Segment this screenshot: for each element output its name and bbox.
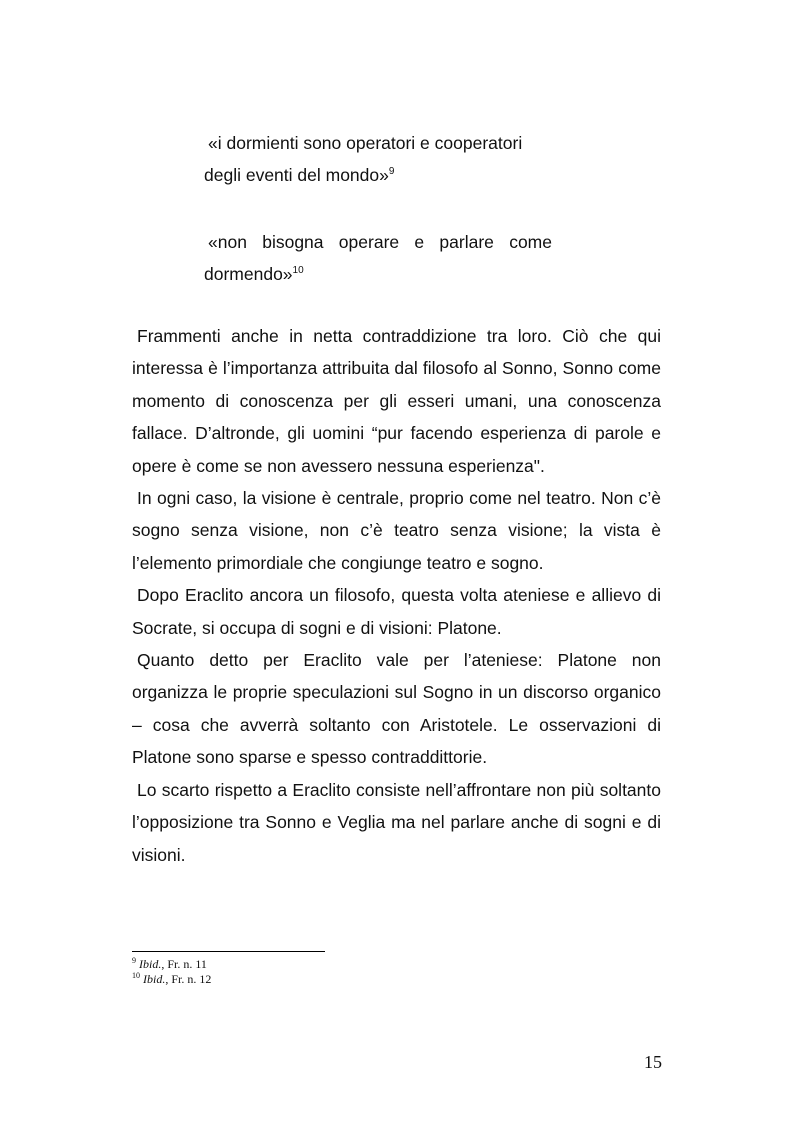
footnote-text: , Fr. n. 11 [161, 957, 207, 971]
quote-2-line-2 [204, 258, 552, 290]
paragraph: Frammenti anche in netta contraddizione tra loro. Ciò che qui interessa è l’importanza attribuita dal filosofo al Sonno, Sonno come momento di conoscenza per gli esseri umani, una conoscenza fallace. D’altronde, gli uomini “pur facendo esperienza di parole e opere è come se non avessero nessuna esperienza". [132, 326, 661, 476]
footnote-ref-10: 10 [292, 265, 304, 277]
quote-block-1 [204, 127, 552, 191]
footnotes [132, 957, 211, 987]
footnote-number: 10 [132, 971, 140, 980]
quote-1-line-2 [204, 159, 552, 191]
paragraph: Dopo Eraclito ancora un filosofo, questa volta ateniese e allievo di Socrate, si occupa di sogni e di visioni: Platone. [132, 585, 661, 638]
footnote-10 [132, 972, 211, 987]
paragraph: Quanto detto per Eraclito vale per l’ateniese: Platone non organizza le proprie speculazioni sul Sogno in un discorso organico – cosa che avverrà soltanto con Aristotele. Le osservazioni di Platone sono sparse e spesso contraddittorie. [132, 650, 661, 768]
quote-2-text: dormendo» [204, 264, 293, 284]
footnote-number: 9 [132, 956, 136, 965]
page-number: 15 [644, 1052, 662, 1072]
paragraph: In ogni caso, la visione è centrale, proprio come nel teatro. Non c’è sogno senza visione, non c’è teatro senza visione; la vista è l’elemento primordiale che congiunge teatro e sogno. [132, 488, 661, 573]
paragraph: Lo scarto rispetto a Eraclito consiste nell’affrontare non più soltanto l’opposizione tra Sonno e Veglia ma nel parlare anche di sogni e di visioni. [132, 779, 661, 865]
quote-1-line-1: «i dormienti sono operatori e cooperatori [208, 133, 523, 153]
quote-2-line-1: «non bisogna operare e parlare come [208, 232, 552, 252]
footnote-text: , Fr. n. 12 [165, 972, 212, 986]
quote-1-text: degli eventi del mondo» [204, 165, 389, 185]
footnote-divider [132, 951, 325, 952]
footnote-source: Ibid. [139, 957, 162, 971]
footnote-ref-9: 9 [388, 166, 395, 178]
footnote-9 [132, 957, 211, 972]
body-text [132, 320, 661, 871]
footnote-source: Ibid. [143, 972, 166, 986]
quote-block-2 [204, 226, 552, 290]
